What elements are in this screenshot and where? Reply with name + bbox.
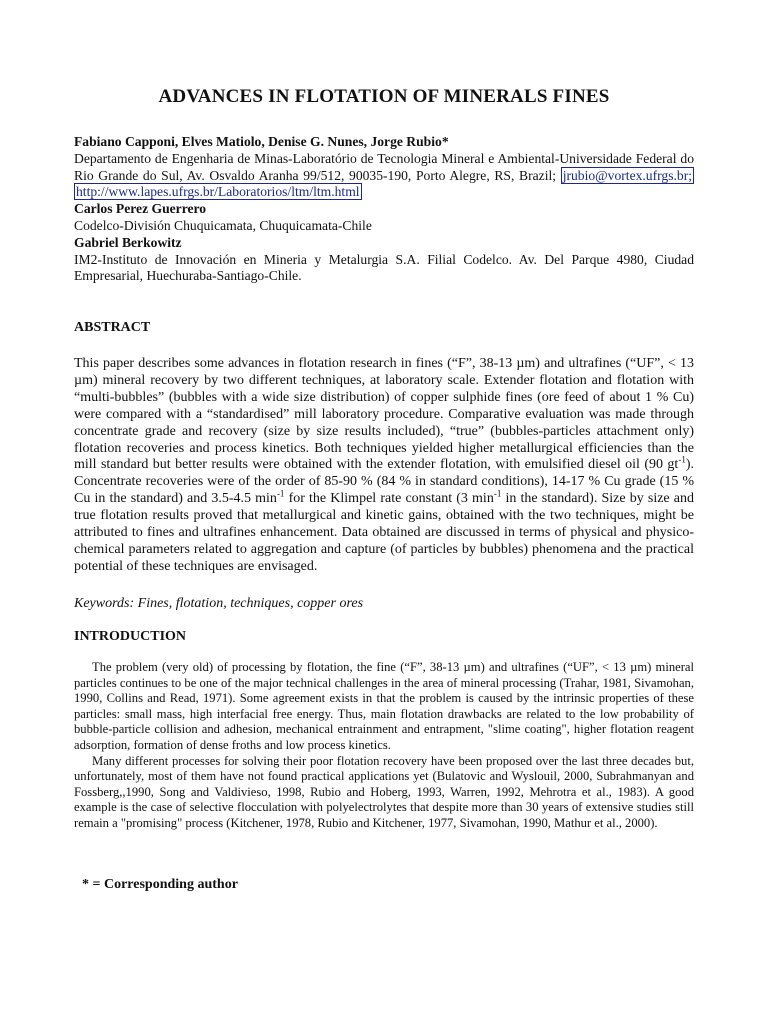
keywords: Keywords: Fines, flotation, techniques, copper ores xyxy=(74,596,364,611)
abstract-sup-3: -1 xyxy=(493,488,502,499)
intro-paragraph-1: The problem (very old) of processing by flotation, the fine (“F”, 38-13 µm) and ultrafines (“UF”, < 13 µm) mineral particles continues to be one of the major technical challenges in the area of mineral processing (Trahar, 1981, Sivamohan, 1990, Collins and Read, 1971). Some agreement exists in that the problem is caused by the intrinsic properties of these particles: small mass, high interfacial free energy. Thus, main flotation drawbacks are related to the low probability of bubble-particle collision and adhesion, mechanical entrainment and entrapment, "slime coating", higher flotation reagent adsorption, formation of dense froths and low process kinetics. xyxy=(74,660,694,752)
abstract-sup-1: -1 xyxy=(678,454,686,465)
abstract-text-2: ). Concentrate recoveries were of the order of 85-90 % (84 % in standard conditions), 14-17 % Cu grade (15 % Cu in the standard) and 3.5-4.5 min xyxy=(74,457,694,507)
abstract-text-4: in the standard). Size by size and true flotation results proved that metallurgical and kinetic gains, obtained with the two techniques, might be attributed to fines and ultrafines enhancement. Data obtained are discussed in terms of physical and physico-chemical parameters related to aggregation and capture (of particles by bubbles) phenomena and the practical potential of these techniques are envisaged. xyxy=(74,491,694,574)
author-block xyxy=(74,134,694,285)
intro-paragraph-2: Many different processes for solving their poor flotation recovery have been proposed over the last three decades but, unfortunately, most of them have not found practical applications yet (Bulatovic and Wyslouil, 2000, Subrahmanyan and Fossberg,,1990, Song and Valdivieso, 1998, Rubio and Hoberg, 1993, Warren, 1992, Mehrotra et al., 1983). A good example is the case of selective flocculation with polyelectrolytes that despite more than 30 years of extensive studies still remain a "promising" process (Kitchener, 1978, Rubio and Kitchener, 1977, Sivamohan, 1990, Mathur et al., 2000). xyxy=(74,753,694,830)
author-names-2: Carlos Perez Guerrero xyxy=(74,201,207,217)
paper-title: ADVANCES IN FLOTATION OF MINERALS FINES xyxy=(158,86,610,107)
abstract-heading: ABSTRACT xyxy=(74,320,151,335)
introduction-heading: INTRODUCTION xyxy=(74,629,187,644)
affiliation-3: IM2-Instituto de Innovación en Mineria y Metalurgia S.A. Filial Codelco. Av. Del Parque 4980, Ciudad Empresarial, Huechuraba-Santiago-Chile. xyxy=(74,251,694,284)
author-names-1: Fabiano Capponi, Elves Matiolo, Denise G. Nunes, Jorge Rubio* xyxy=(74,134,449,149)
website-link[interactable]: http://www.lapes.ufrgs.br/Laboratorios/ltm/ltm.html xyxy=(76,184,360,200)
affiliation-2: Codelco-División Chuquicamata, Chuquicamata-Chile xyxy=(74,217,372,233)
abstract-text-3: for the Klimpel rate constant (3 min xyxy=(284,491,494,507)
abstract-text-1: This paper describes some advances in flotation research in fines (“F”, 38-13 µm) and ultrafines (“UF”, < 13 µm) mineral recovery by two different techniques, at laboratory scale. Extender flotation and flotation with “multi-bubbles” (bubbles with a wide size distribution) of copper sulphide fines (ore feed of about 1 % Cu) were compared with a “standardised” mill laboratory procedure. Comparative evaluation was made through concentrate grade and recovery (size by size results included), “true” (bubbles-particles attachment only) flotation recoveries and process kinetics. Both techniques yielded higher metallurgical efficiencies than the mill standard but better results were obtained with the extender flotation, with emulsified diesel oil (90 gt xyxy=(74,356,694,473)
introduction-body xyxy=(74,660,694,832)
affiliation-1-text: Departamento de Engenharia de Minas-Laboratório de Tecnologia Mineral e Ambiental-Universidade Federal do Rio Grande do Sul, Av. Osvaldo Aranha 99/512, 90035-190, Porto Alegre, RS, Brazil; xyxy=(74,150,694,183)
corresponding-author-note: * = Corresponding author xyxy=(82,877,238,892)
abstract-sup-2: -1 xyxy=(276,488,285,499)
affiliation-1 xyxy=(74,151,694,201)
abstract-body xyxy=(74,356,694,576)
email-link[interactable]: jrubio@vortex.ufrgs.br; xyxy=(562,167,692,183)
author-names-3: Gabriel Berkowitz xyxy=(74,234,182,250)
